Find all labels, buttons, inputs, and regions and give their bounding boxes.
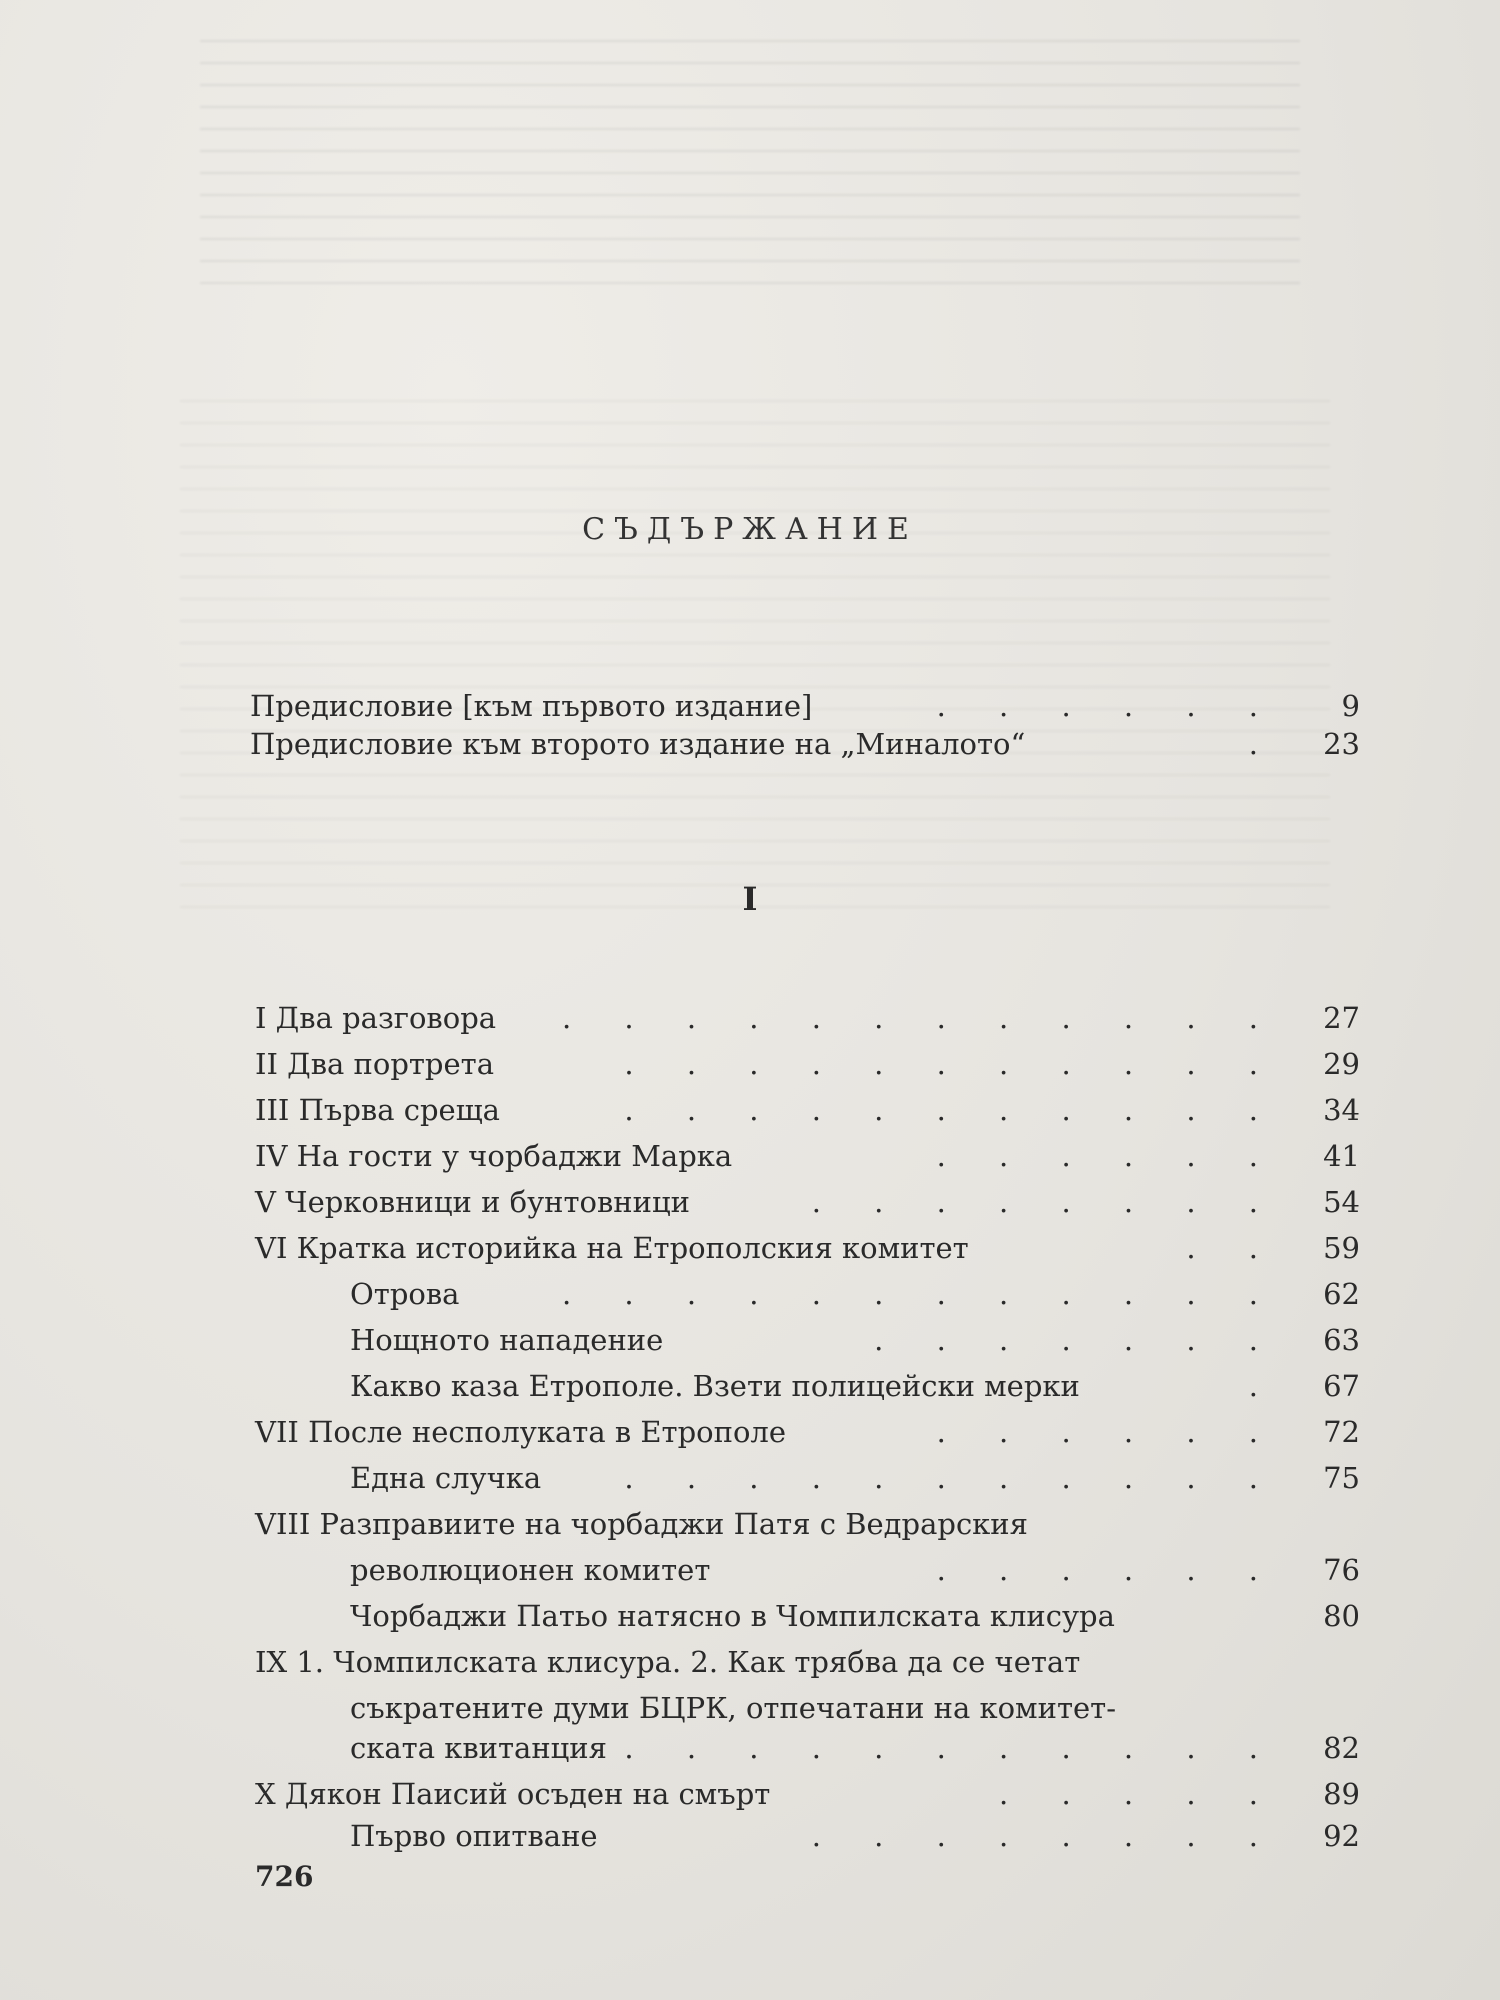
- section-heading: I: [742, 880, 758, 918]
- toc-entry: [255, 1182, 1360, 1222]
- toc-entry-page: 75: [1323, 1461, 1360, 1495]
- dot-leader: . . . . . . . . . . .: [624, 1731, 1280, 1765]
- toc-entry-page: 41: [1323, 1139, 1360, 1173]
- toc-entry: [250, 724, 1360, 764]
- toc-entry-continuation: [255, 1550, 1360, 1590]
- toc-entry: [255, 1320, 1360, 1360]
- toc-entry-label: Предисловие [към първото издание]: [250, 689, 813, 723]
- toc-entry: [255, 1816, 1360, 1856]
- toc-entry: [255, 1136, 1360, 1176]
- toc-entry-page: 67: [1323, 1369, 1360, 1403]
- toc-entry: [255, 1504, 1360, 1544]
- toc-entry-page: 76: [1323, 1553, 1360, 1587]
- toc-entry-page: 59: [1323, 1231, 1360, 1265]
- dot-leader: . . . . .: [999, 1777, 1280, 1811]
- toc-entry-page: 23: [1323, 727, 1360, 761]
- toc-entry-page: 63: [1323, 1323, 1360, 1357]
- dot-leader: .: [1248, 1369, 1280, 1403]
- toc-entry: [255, 1774, 1360, 1814]
- toc-entry-label: съкратените думи БЦРК, отпечатани на комитет-: [350, 1691, 1116, 1725]
- toc-entry-label: Първо опитване: [350, 1819, 598, 1853]
- toc-entry-page: 29: [1323, 1047, 1360, 1081]
- dot-leader: . . . . . . . .: [811, 1819, 1280, 1853]
- toc-entry: [255, 1642, 1360, 1682]
- dot-leader: . . . . . . . . . . .: [624, 1047, 1280, 1081]
- toc-entry: [255, 1090, 1360, 1130]
- toc-entry-label: Чорбаджи Патьо натясно в Чомпилската клисура: [350, 1599, 1115, 1633]
- toc-entry-label: VI Кратка историйка на Етрополския комитет: [255, 1231, 969, 1265]
- toc-entry-page: 89: [1323, 1777, 1360, 1811]
- toc-entry-label: IX 1. Чомпилската клисура. 2. Как трябва да се четат: [255, 1645, 1081, 1679]
- dot-leader: . .: [1186, 1231, 1280, 1265]
- toc-entry-label: ската квитанция: [350, 1731, 607, 1765]
- toc-entry: [255, 1596, 1360, 1636]
- dot-leader: . . . . . . . . . . . .: [561, 1277, 1280, 1311]
- toc-entry: [250, 686, 1360, 726]
- toc-entry-label: IV На гости у чорбаджи Марка: [255, 1139, 733, 1173]
- toc-entry-label: VII После несполуката в Етрополе: [255, 1415, 786, 1449]
- toc-entry-page: 92: [1323, 1819, 1360, 1853]
- toc-entry-page: 54: [1323, 1185, 1360, 1219]
- toc-entry-label: Отрова: [350, 1277, 460, 1311]
- toc-entry-page: 62: [1323, 1277, 1360, 1311]
- toc-entry-page: 34: [1323, 1093, 1360, 1127]
- toc-entry-label: VIII Разправиите на чорбаджи Патя с Ведрарския: [255, 1507, 1028, 1541]
- dot-leader: . . . . . .: [936, 689, 1280, 723]
- toc-entry-label: V Черковници и бунтовници: [255, 1185, 690, 1219]
- toc-entry: [255, 998, 1360, 1038]
- page-number: 726: [255, 1860, 314, 1893]
- toc-entry-page: 72: [1323, 1415, 1360, 1449]
- toc-entry-label: Какво каза Етрополе. Взети полицейски мерки: [350, 1369, 1080, 1403]
- toc-entry: [255, 1228, 1360, 1268]
- toc-entry: [255, 1366, 1360, 1406]
- toc-entry-page: 82: [1323, 1731, 1360, 1765]
- dot-leader: . . . . . . . . . . .: [624, 1093, 1280, 1127]
- toc-entry: [255, 1458, 1360, 1498]
- bleed-through-text: [200, 40, 1300, 290]
- dot-leader: . . . . . .: [936, 1139, 1280, 1173]
- toc-entry-label: X Дякон Паисий осъден на смърт: [255, 1777, 771, 1811]
- toc-entry-label: I Два разговора: [255, 1001, 497, 1035]
- page-title: СЪДЪРЖАНИЕ: [582, 512, 918, 547]
- toc-entry-page: 9: [1341, 689, 1360, 723]
- toc-entry-label: III Първа среща: [255, 1093, 500, 1127]
- bleed-through-text: [180, 400, 1330, 920]
- dot-leader: . . . . . . . . . . . .: [561, 1001, 1280, 1035]
- toc-entry-continuation: [255, 1728, 1360, 1768]
- toc-entry-label: Нощното нападение: [350, 1323, 664, 1357]
- toc-entry: [255, 1412, 1360, 1452]
- dot-leader: . . . . . . . .: [811, 1185, 1280, 1219]
- dot-leader: .: [1248, 727, 1280, 761]
- dot-leader: . . . . . . . . . . .: [624, 1461, 1280, 1495]
- dot-leader: . . . . . . .: [874, 1323, 1280, 1357]
- dot-leader: . . . . . .: [936, 1553, 1280, 1587]
- toc-entry-label: II Два портрета: [255, 1047, 494, 1081]
- toc-entry-label: революционен комитет: [350, 1553, 711, 1587]
- toc-entry-continuation: [255, 1688, 1360, 1728]
- toc-entry-label: Една случка: [350, 1461, 542, 1495]
- toc-entry-page: 80: [1323, 1599, 1360, 1633]
- toc-entry: [255, 1044, 1360, 1084]
- toc-entry: [255, 1274, 1360, 1314]
- dot-leader: . . . . . .: [936, 1415, 1280, 1449]
- toc-entry-label: Предисловие към второто издание на „Миналото“: [250, 727, 1026, 761]
- toc-entry-page: 27: [1323, 1001, 1360, 1035]
